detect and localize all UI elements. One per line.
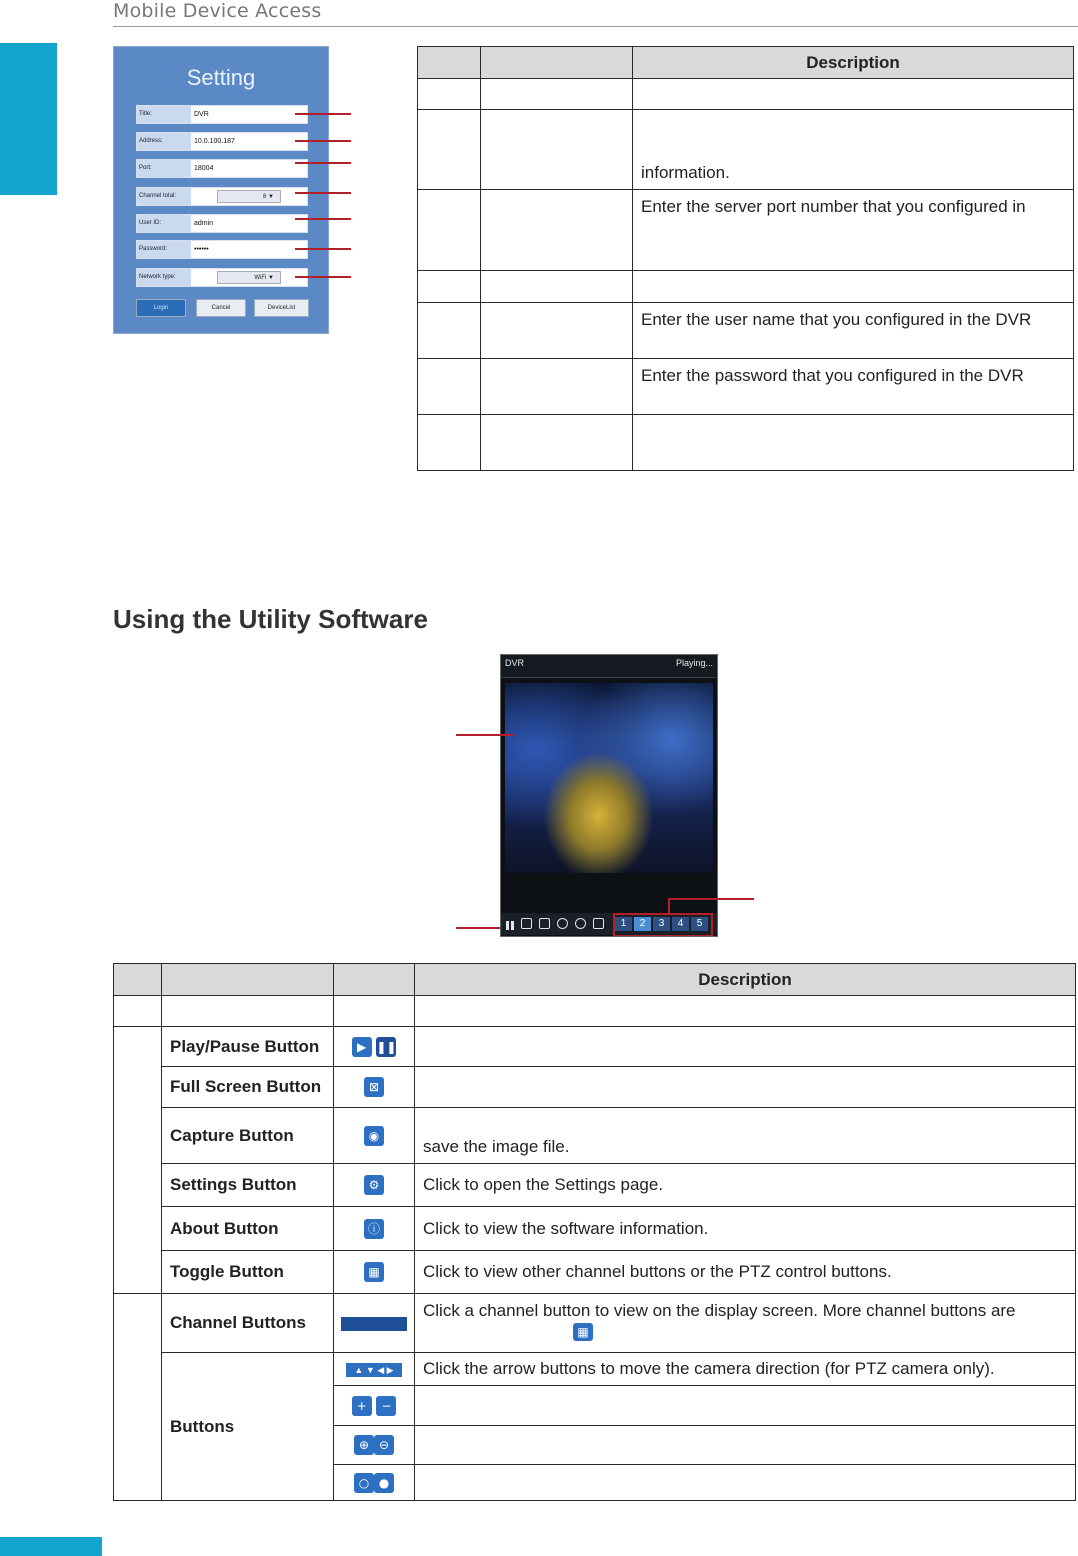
table-row <box>418 271 1074 303</box>
callout-line <box>456 734 514 736</box>
table-cell <box>114 1294 162 1501</box>
table-cell <box>418 271 481 303</box>
table-cell <box>334 996 415 1027</box>
table-row <box>114 1294 1076 1353</box>
table-cell-icon <box>334 1164 415 1207</box>
channel-button-3: 3 <box>653 917 670 931</box>
table-row <box>114 1207 1076 1251</box>
table-row <box>114 1251 1076 1294</box>
table-cell-icon <box>334 1294 415 1353</box>
full-screen-label: Full Screen Button <box>162 1067 334 1108</box>
focus-near-icon: ⊕ <box>354 1435 374 1455</box>
table-cell-description <box>415 1465 1076 1501</box>
table-cell-description <box>633 415 1074 471</box>
channel-button-2: 2 <box>634 917 651 931</box>
table-cell-icon <box>334 1067 415 1108</box>
table-cell-description <box>415 1426 1076 1465</box>
channel-desc-text: Click a channel button to view on the display screen. More channel buttons are <box>423 1301 1016 1320</box>
field-value: •••••• <box>194 246 209 253</box>
info-icon: ⓘ <box>364 1219 384 1239</box>
table-cell-description <box>415 1067 1076 1108</box>
table-cell <box>481 415 633 471</box>
table-cell-icon <box>334 1108 415 1164</box>
table-cell <box>481 303 633 359</box>
field-label: Address: <box>137 133 191 150</box>
table-cell-icon <box>334 1386 415 1426</box>
cancel-button: Cancel <box>196 299 246 317</box>
table-cell <box>418 190 481 271</box>
table-cell-description: Enter the password that you configured in the DVR <box>633 359 1074 415</box>
footer-tab <box>0 1537 102 1556</box>
table-cell-description: Enter the user name that you configured in the DVR <box>633 303 1074 359</box>
field-value: 18004 <box>194 165 214 172</box>
zoom-in-icon: + <box>352 1396 372 1416</box>
gear-icon <box>557 918 568 929</box>
table-cell <box>481 359 633 415</box>
field-value: 10.0.100.187 <box>194 138 235 145</box>
table-cell <box>481 271 633 303</box>
callout-line <box>668 898 754 900</box>
table-cell-description <box>633 271 1074 303</box>
channel-total-field <box>136 187 308 206</box>
table-header-cell <box>334 964 415 996</box>
table-row <box>114 1108 1076 1164</box>
phone-settings-title: Setting <box>186 65 256 90</box>
table-row <box>418 79 1074 110</box>
section-title: Using the Utility Software <box>113 604 428 634</box>
table-header-cell <box>114 964 162 996</box>
table-cell-icon <box>334 1027 415 1067</box>
callout-line <box>295 162 351 164</box>
callout-line <box>456 927 500 929</box>
fullscreen-icon: ⊠ <box>364 1077 384 1097</box>
table-row <box>418 110 1074 190</box>
table-cell-description: Click to view the software information. <box>415 1207 1076 1251</box>
table-cell-icon <box>334 1251 415 1294</box>
grid-icon <box>593 918 604 929</box>
fullscreen-icon <box>521 918 532 929</box>
play-icon: ▶ <box>352 1037 372 1057</box>
table-header-cell <box>481 47 633 79</box>
channel-button-4: 4 <box>672 917 689 931</box>
table-row <box>114 1353 1076 1386</box>
table-header-cell <box>162 964 334 996</box>
table-cell <box>481 79 633 110</box>
zoom-out-icon: − <box>376 1396 396 1416</box>
field-value: admin <box>194 220 214 227</box>
table-cell <box>418 359 481 415</box>
live-view-titlebar <box>501 655 717 678</box>
table-cell-description: save the image file. <box>415 1108 1076 1164</box>
live-view-screenshot <box>500 654 718 937</box>
channel-buttons-label: Channel Buttons <box>162 1294 334 1353</box>
table-cell-description <box>415 1027 1076 1067</box>
ptz-buttons-label: Buttons <box>162 1353 334 1501</box>
table-row <box>418 303 1074 359</box>
callout-line <box>295 140 351 142</box>
gear-icon: ⚙ <box>364 1175 384 1195</box>
capture-label: Capture Button <box>162 1108 334 1164</box>
field-label: Network type: <box>137 269 191 286</box>
table-cell <box>418 79 481 110</box>
live-view-title: DVR <box>505 658 525 668</box>
field-value: DVR <box>194 111 209 118</box>
table-cell-description <box>415 1386 1076 1426</box>
header-divider <box>113 26 1078 27</box>
callout-line <box>295 248 351 250</box>
table-cell <box>162 996 334 1027</box>
channel-highlight-box <box>613 913 713 937</box>
camera-display <box>505 683 713 873</box>
title-field <box>136 105 308 124</box>
info-icon <box>575 918 586 929</box>
field-label: User ID: <box>137 215 191 232</box>
table-cell <box>114 996 162 1027</box>
iris-open-icon: ○ <box>354 1473 374 1493</box>
table-cell-icon <box>334 1207 415 1251</box>
callout-line <box>295 218 351 220</box>
camera-icon <box>539 918 550 929</box>
port-field <box>136 159 308 178</box>
table-cell-description: Click the arrow buttons to move the camera direction (for PTZ camera only). <box>415 1353 1076 1386</box>
network-type-select: WiFi ▼ <box>217 271 281 284</box>
phone-settings-screenshot <box>113 46 329 334</box>
address-field <box>136 132 308 151</box>
table-row <box>114 1164 1076 1207</box>
table-cell-icon <box>334 1426 415 1465</box>
table-cell-description <box>415 1294 1076 1353</box>
device-list-button: DeviceList <box>254 299 309 317</box>
about-label: About Button <box>162 1207 334 1251</box>
callout-line <box>295 113 351 115</box>
toggle-label: Toggle Button <box>162 1251 334 1294</box>
password-field <box>136 240 308 259</box>
grid-icon: ▦ <box>364 1262 384 1282</box>
table-row <box>114 996 1076 1027</box>
table-row <box>114 1067 1076 1108</box>
callout-line <box>295 276 351 278</box>
pause-icon <box>505 918 516 929</box>
play-pause-label: Play/Pause Button <box>162 1027 334 1067</box>
table-row <box>418 415 1074 471</box>
iris-close-icon: ● <box>374 1473 394 1493</box>
table-cell <box>114 1027 162 1294</box>
table-header-description: Description <box>415 964 1076 996</box>
header-title: Mobile Device Access <box>113 0 322 22</box>
camera-icon: ◉ <box>364 1126 384 1146</box>
table-row <box>418 359 1074 415</box>
table-cell <box>418 303 481 359</box>
table-header-cell <box>418 47 481 79</box>
focus-far-icon: ⊖ <box>374 1435 394 1455</box>
arrow-buttons-icon: ▲ ▼ ◀ ▶ <box>346 1363 402 1377</box>
utility-table <box>113 963 1076 1501</box>
table-cell-description: Click to open the Settings page. <box>415 1164 1076 1207</box>
table-cell-description: Enter the server port number that you configured in <box>633 190 1074 271</box>
login-button: Login <box>136 299 186 317</box>
table-cell-description <box>633 79 1074 110</box>
user-id-field <box>136 214 308 233</box>
channel-total-select: 8 ▼ <box>217 190 281 203</box>
table-cell-description: information. <box>633 110 1074 190</box>
table-cell <box>418 415 481 471</box>
settings-table <box>417 46 1074 471</box>
table-header-description: Description <box>633 47 1074 79</box>
field-label: Port: <box>137 160 191 177</box>
table-cell-description: Click to view other channel buttons or the PTZ control buttons. <box>415 1251 1076 1294</box>
table-cell <box>415 996 1076 1027</box>
table-row <box>114 1027 1076 1067</box>
callout-line <box>668 898 670 914</box>
field-label: Password: <box>137 241 191 258</box>
callout-line <box>295 192 351 194</box>
table-cell <box>418 110 481 190</box>
table-cell <box>481 190 633 271</box>
live-view-status: Playing... <box>675 658 713 668</box>
channel-button-5: 5 <box>691 917 708 931</box>
table-row <box>418 190 1074 271</box>
settings-label: Settings Button <box>162 1164 334 1207</box>
pause-icon: ❚❚ <box>376 1037 396 1057</box>
field-label: Channel total: <box>137 188 191 205</box>
grid-icon: ▦ <box>573 1323 593 1341</box>
channel-button-1: 1 <box>615 917 632 931</box>
network-type-field <box>136 268 308 287</box>
table-cell <box>481 110 633 190</box>
field-label: Title: <box>137 106 191 123</box>
table-cell-icon <box>334 1353 415 1386</box>
table-cell-icon <box>334 1465 415 1501</box>
channel-strip-icon <box>341 1317 407 1331</box>
side-tab <box>0 43 57 195</box>
